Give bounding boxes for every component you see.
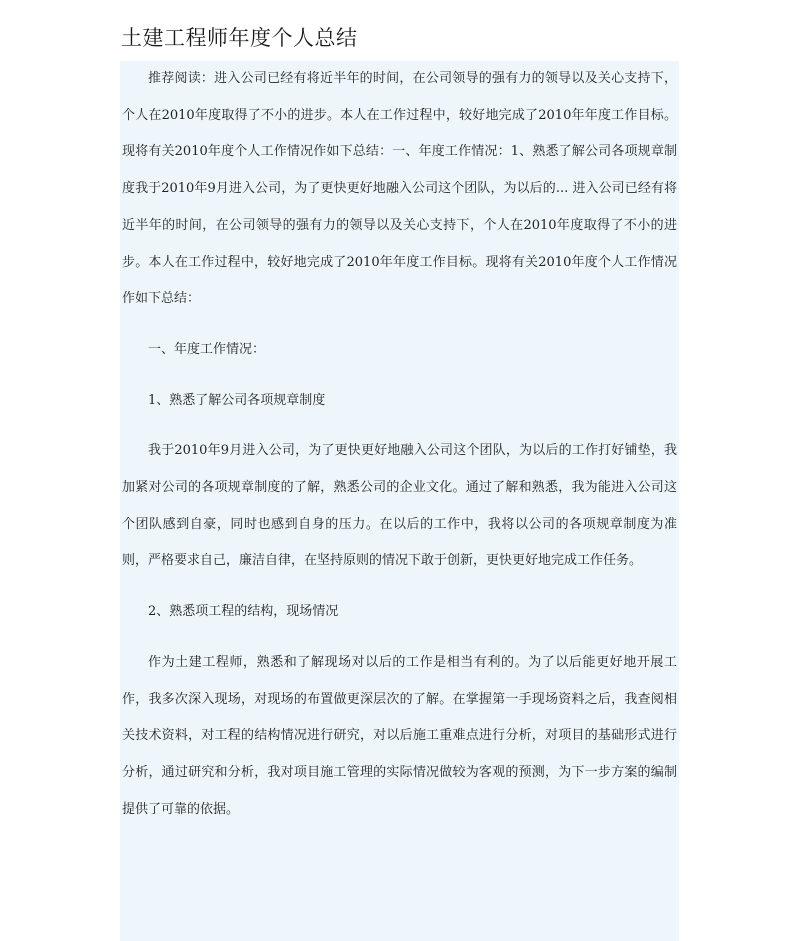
- subsection-heading-site: 2、熟悉项工程的结构，现场情况: [148, 604, 339, 620]
- intro-paragraph: 推荐阅读：进入公司已经有将近半年的时间，在公司领导的强有力的领导以及关心支持下，个人在2010年度取得了不小的进步。本人在工作过程中，较好地完成了2010年年度工作目标。现将有关2010年度个人工作情况作如下总结：一、年度工作情况：1、熟悉了解公司各项规章制度我于2010年9月进入公司，为了更快更好地融入公司这个团队，为以后的... 进入公司已经有将近半年的时间，在公司领导的强有力的领导以及关心支持下，个人在2010年度取得了不小的进步。本人在工作过程中，较好地完成了2010年年度工作目标。现将有关2010年度个人工作情况作如下总结：: [122, 71, 677, 307]
- subsection-heading-regulations: 1、熟悉了解公司各项规章制度: [148, 392, 326, 408]
- paragraph-gap: [122, 318, 677, 332]
- site-paragraph: 作为土建工程师，熟悉和了解现场对以后的工作是相当有利的。为了以后能更好地开展工作，我多次深入现场，对现场的布置做更深层次的了解。在掌握第一手现场资料之后，我查阅相关技术资料，对工程的结构情况进行研究，对以后施工重难点进行分析，对项目的基础形式进行分析，通过研究和分析，我对项目施工管理的实际情况做较为客观的预测，为下一步方案的编制提供了可靠的依据。: [122, 654, 677, 817]
- paragraph-gap: [122, 419, 677, 433]
- paragraph-gap: [122, 369, 677, 383]
- paragraph-gap: [122, 580, 677, 594]
- document-title: 土建工程师年度个人总结: [121, 26, 358, 50]
- section-heading-annual-work: 一、年度工作情况：: [148, 341, 266, 357]
- regulations-paragraph: 我于2010年9月进入公司，为了更快更好地融入公司这个团队，为以后的工作打好铺垫，我加紧对公司的各项规章制度的了解，熟悉公司的企业文化。通过了解和熟悉，我为能进入公司这个团队感到自豪，同时也感到自身的压力。在以后的工作中，我将以公司的各项规章制度为准则，严格要求自己，廉洁自律，在坚持原则的情况下敢于创新，更快更好地完成工作任务。: [122, 443, 677, 569]
- document-body: [120, 61, 679, 941]
- paragraph-gap: [122, 631, 677, 645]
